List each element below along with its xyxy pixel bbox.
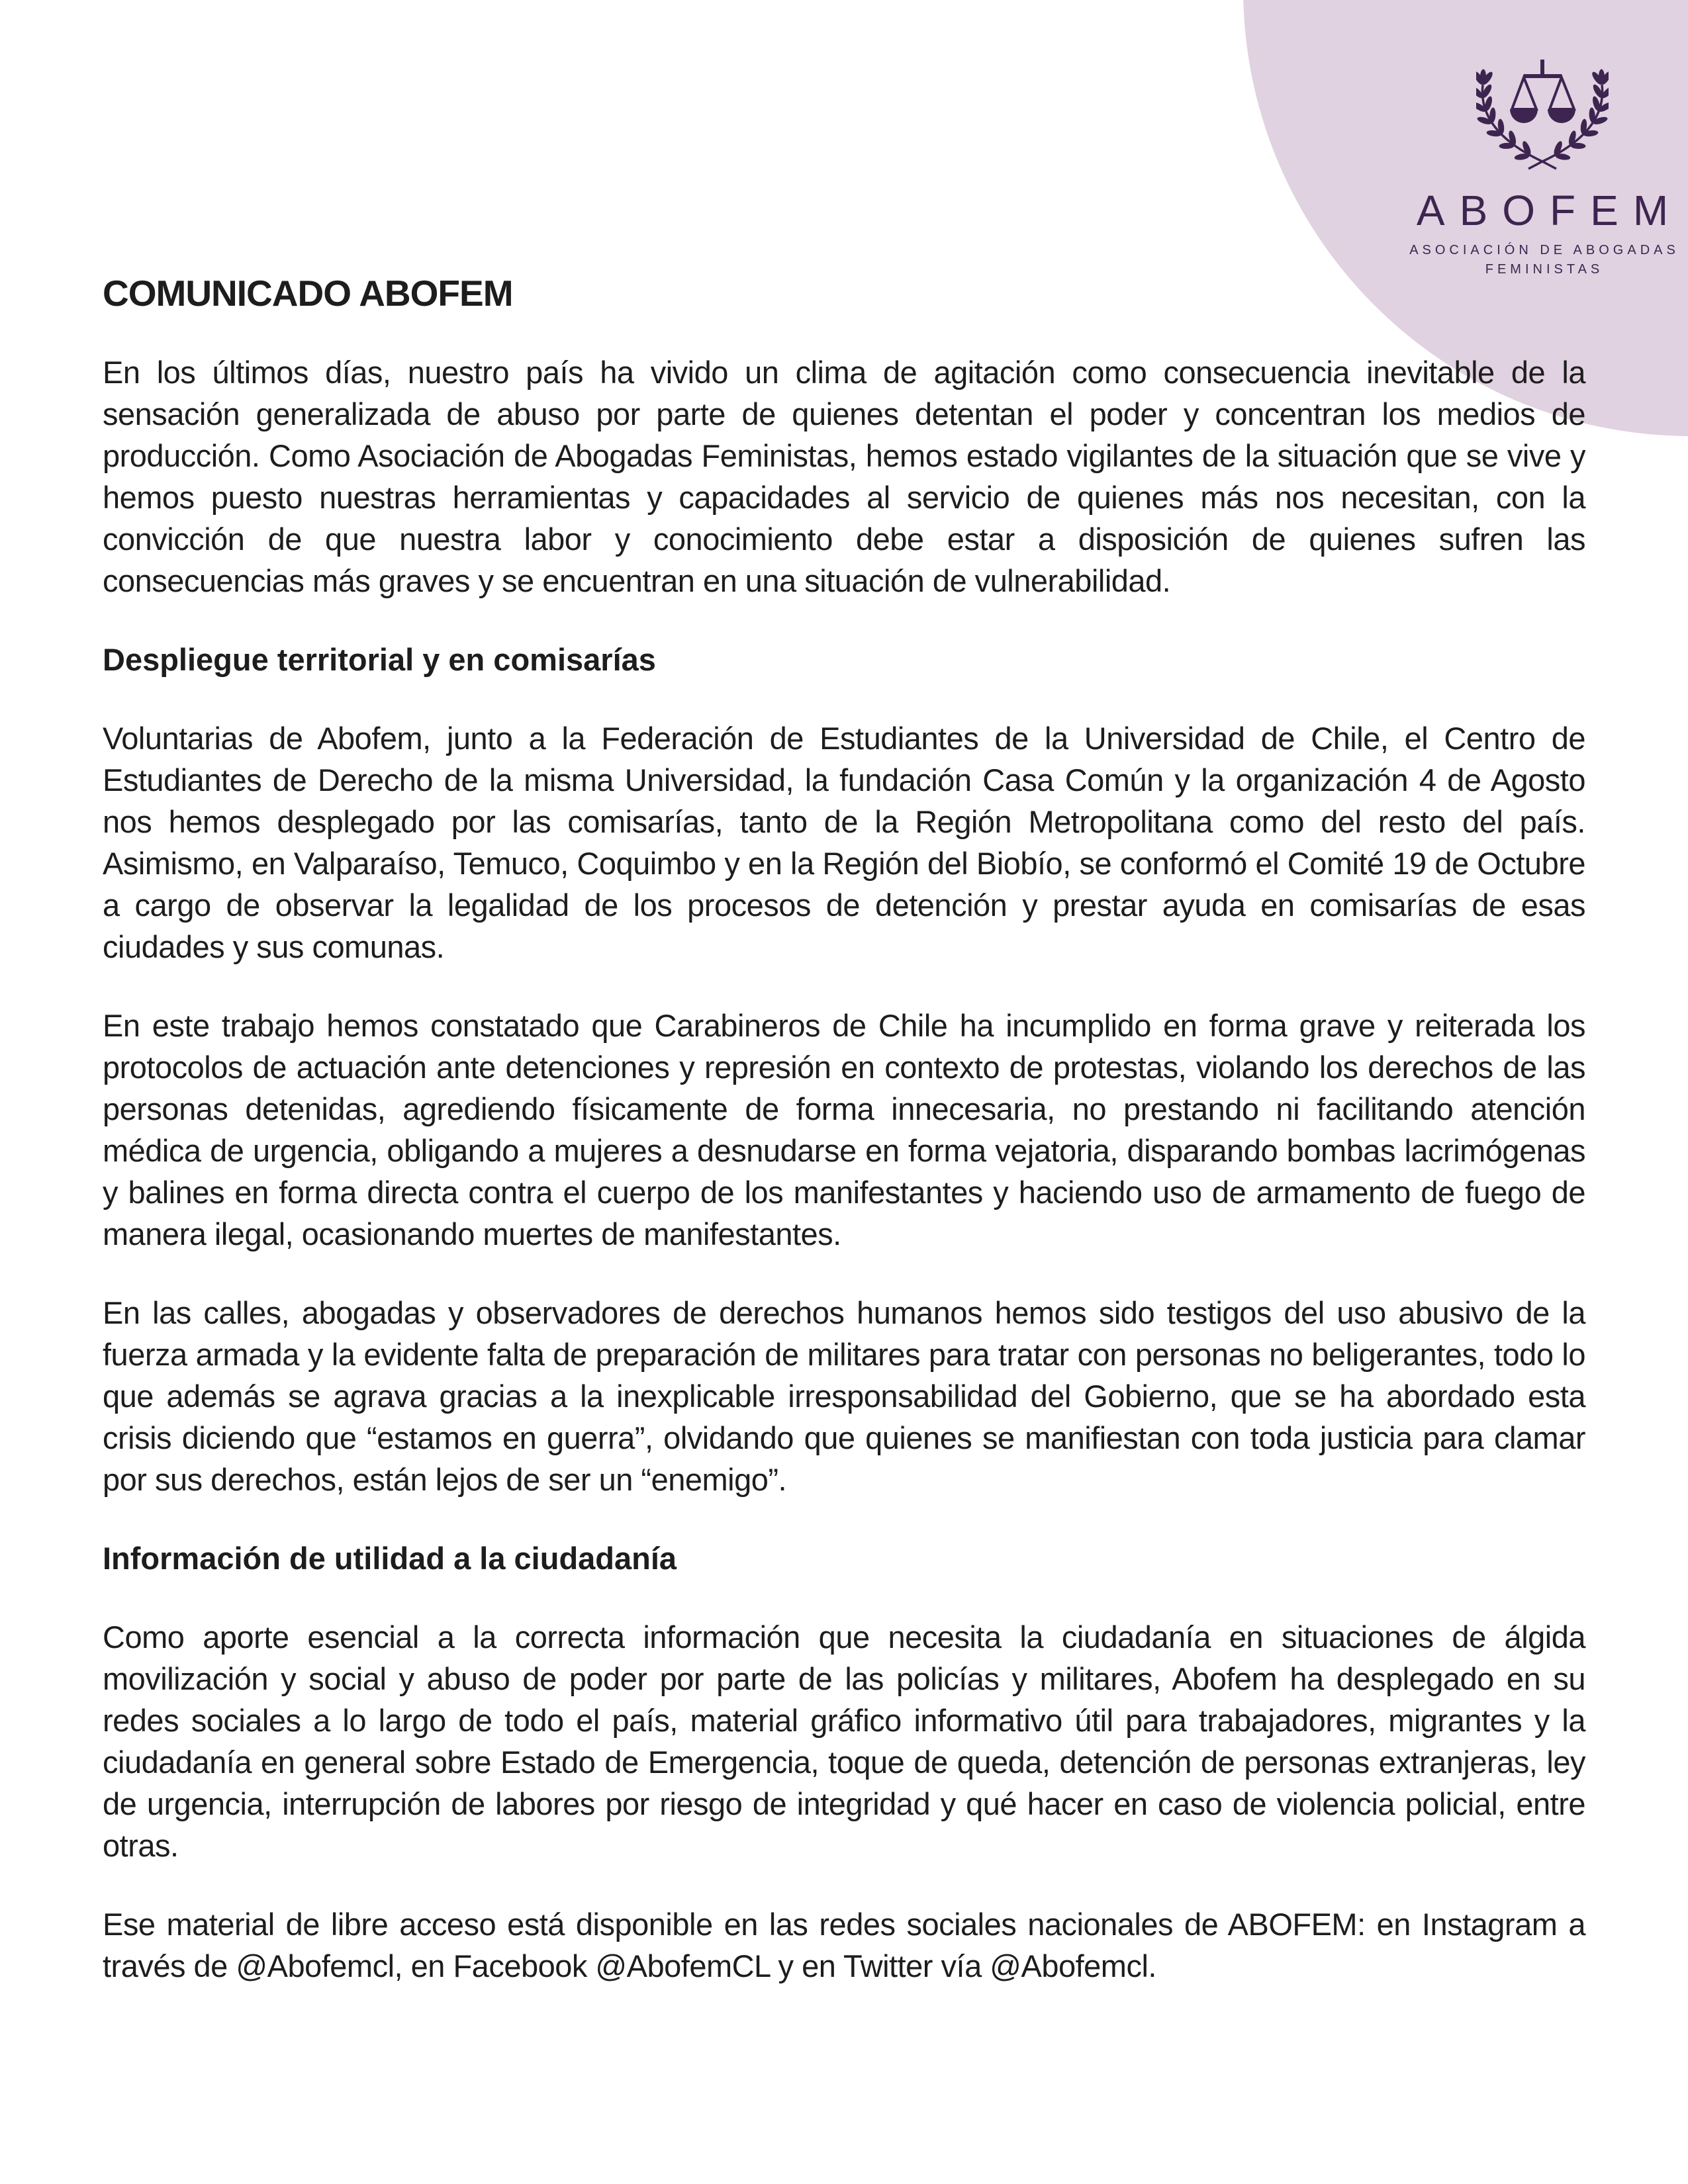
paragraph-despliegue-3: En las calles, abogadas y observadores de derechos humanos hemos sido testigos del uso abusivo de la fuerza armada y la evidente falta de preparación de militares para tratar con personas no beligerantes, todo lo que además se agrava gracias a la inexplicable irresponsabilidad del Gobierno, que se ha abordado esta crisis diciendo que “estamos en guerra”, olvidando que quienes se manifiestan con toda justicia para clamar por sus derechos, están lejos de ser un “enemigo”. bbox=[103, 1295, 1585, 1497]
section-heading-informacion: Información de utilidad a la ciudadanía bbox=[103, 1541, 677, 1576]
document-title: COMUNICADO ABOFEM bbox=[103, 273, 513, 314]
paragraph-despliegue-2: En este trabajo hemos constatado que Carabineros de Chile ha incumplido en forma grave y reiterada los protocolos de actuación ante detenciones y represión en contexto de protestas, violando los derechos de las personas detenidas, agrediendo físicamente de forma innecesaria, no prestando ni facilitando atención médica de urgencia, obligando a mujeres a desnudarse en forma vejatoria, disparando bombas lacrimógenas y balines en forma directa contra el cuerpo de los manifestantes y haciendo uso de armamento de fuego de manera ilegal, ocasionando muertes de manifestantes. bbox=[103, 1008, 1585, 1251]
paragraph-intro: En los últimos días, nuestro país ha vivido un clima de agitación como consecuencia inevitable de la sensación generalizada de abuso por parte de quienes detentan el poder y concentran los medios de producción. Como Asociación de Abogadas Feministas, hemos estado vigilantes de la situación que se vive y hemos puesto nuestras herramientas y capacidades al servicio de quienes más nos necesitan, con la convicción de que nuestra labor y conocimiento debe estar a disposición de quienes sufren las consecuencias más graves y se encuentran en una situación de vulnerabilidad. bbox=[103, 355, 1585, 598]
document-content bbox=[103, 0, 1585, 2024]
logo-subtitle-line1: ASOCIACIÓN DE ABOGADAS bbox=[1409, 243, 1679, 257]
paragraph-informacion-2: Ese material de libre acceso está disponible en las redes sociales nacionales de ABOFEM: en Instagram a través de @Abofemcl, en Facebook @AbofemCL y en Twitter vía @Abofemcl. bbox=[103, 1907, 1585, 1983]
paragraph-despliegue-1: Voluntarias de Abofem, junto a la Federación de Estudiantes de la Universidad de Chile, el Centro de Estudiantes de Derecho de la misma Universidad, la fundación Casa Común y la organización 4 de Agosto nos hemos desplegado por las comisarías, tanto de la Región Metropolitana como del resto del país. Asimismo, en Valparaíso, Temuco, Coquimbo y en la Región del Biobío, se conformó el Comité 19 de Octubre a cargo de observar la legalidad de los procesos de detención y prestar ayuda en comisarías de esas ciudades y sus comunas. bbox=[103, 721, 1585, 964]
logo-wordmark: ABOFEM bbox=[1416, 187, 1683, 234]
section-heading-despliegue: Despliegue territorial y en comisarías bbox=[103, 642, 656, 677]
logo-subtitle-line2: FEMINISTAS bbox=[1485, 262, 1604, 277]
paragraph-informacion-1: Como aporte esencial a la correcta información que necesita la ciudadanía en situaciones de álgida movilización y social y abuso de poder por parte de las policías y militares, Abofem ha desplegado en su redes sociales a lo largo de todo el país, material gráfico informativo útil para trabajadores, migrantes y la ciudadanía en general sobre Estado de Emergencia, toque de queda, detención de personas extranjeras, ley de urgencia, interrupción de labores por riesgo de integridad y qué hacer en caso de violencia policial, entre otras. bbox=[103, 1619, 1585, 1863]
